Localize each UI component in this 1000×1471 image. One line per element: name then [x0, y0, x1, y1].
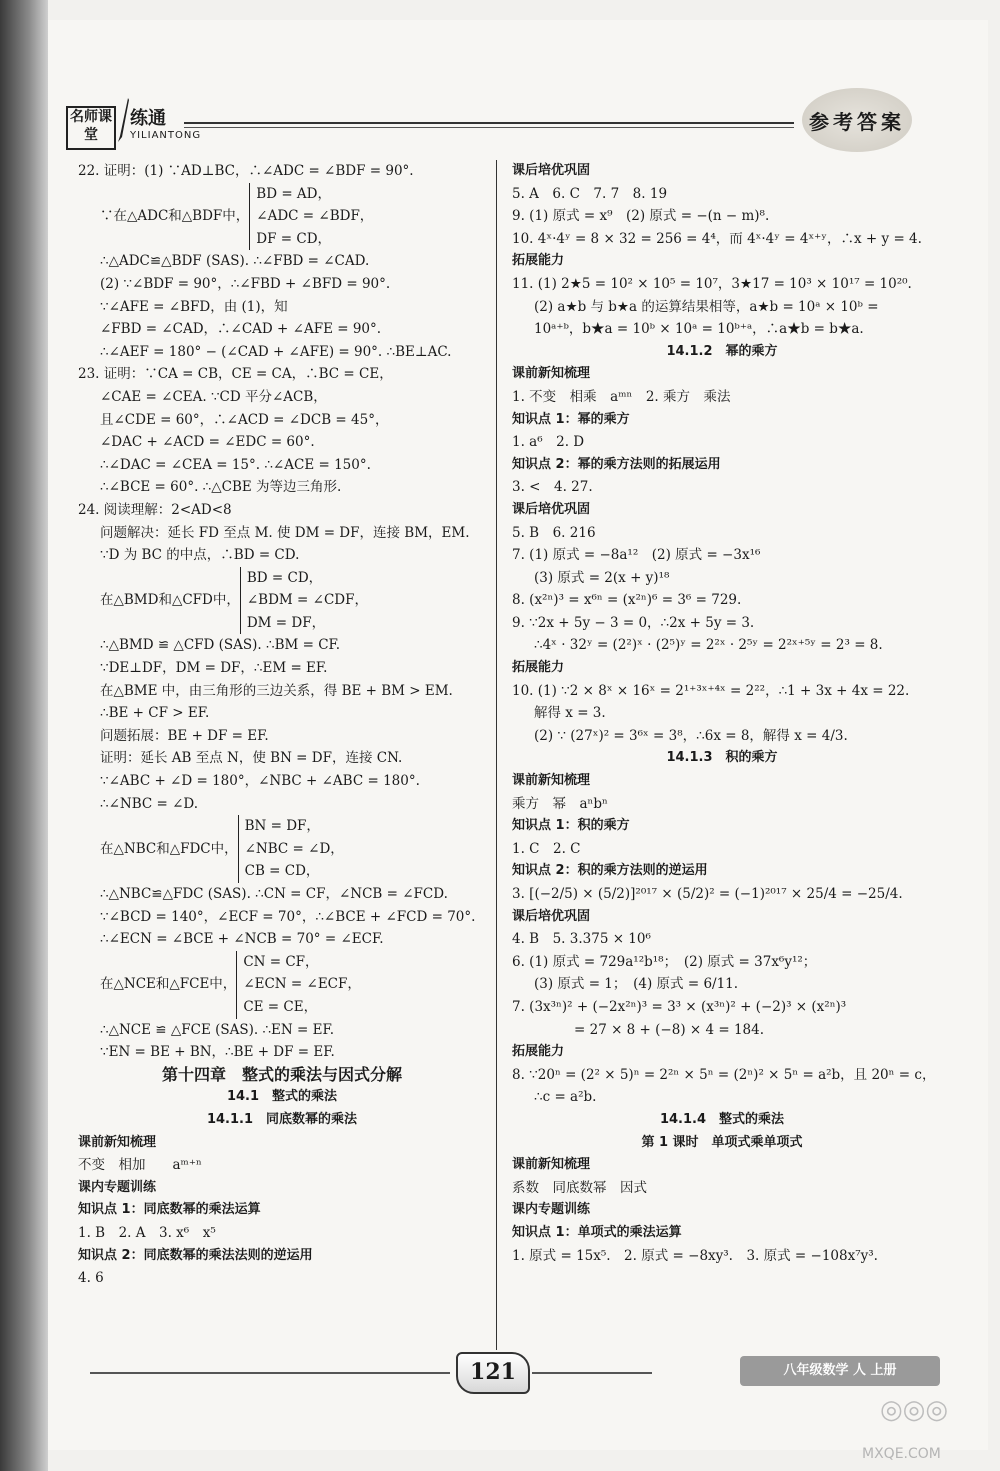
answer-line: 6. (1) 原式 = 729a¹²b¹⁸； (2) 原式 = 37x⁶y¹²；: [512, 953, 817, 970]
answer-line: 11. (1) 2★5 = 10² × 10⁵ = 10⁷，3★17 = 10³ × 10¹⁷ = 10²⁰.: [512, 275, 912, 292]
condition-line: DF = CD，: [256, 230, 332, 247]
condition-line: BD = AD，: [256, 185, 331, 202]
watermark-logo-icon: ◎◎◎: [880, 1395, 949, 1425]
answer-line: 10. (1) ∵2 × 8ˣ × 16ˣ = 2¹⁺³ˣ⁺⁴ˣ = 2²²，∴1 + 3x + 4x = 22.: [512, 682, 910, 699]
answer-line: ∴∠NBC = ∠D.: [100, 795, 199, 812]
chapter-title: 第十四章 整式的乘法与因式分解: [161, 1064, 402, 1084]
section-heading: 课内专题训练: [512, 1202, 591, 1218]
section-heading: 知识点 2：积的乘方法则的逆运用: [512, 863, 708, 879]
condition-line: CN = CF，: [243, 953, 319, 970]
answer-line: ∵∠AFE = ∠BFD，由 (1)，知: [100, 298, 288, 315]
condition-intro: 在△NBC和△FDC中，: [100, 840, 238, 857]
answer-line: (2) ∵ (27ˣ)² = 3⁶ˣ = 3⁸，∴6x = 8，解得 x = 4/3.: [534, 727, 848, 744]
section-heading: 知识点 1：单项式的乘法运算: [512, 1224, 682, 1240]
answer-line: ∴∠AEF = 180° − (∠CAD + ∠AFE) = 90°. ∴BE⊥AC.: [100, 343, 452, 360]
answer-line: 8. (x²ⁿ)³ = x⁶ⁿ = (x²ⁿ)⁶ = 3⁶ = 729.: [512, 592, 742, 609]
section-heading: 拓展能力: [512, 253, 565, 269]
condition-line: CB = CD，: [244, 863, 320, 880]
condition-line: ∠NBC = ∠D，: [244, 840, 344, 857]
section-heading: 课前新知梳理: [512, 773, 591, 789]
answer-line: 1. 原式 = 15x⁵. 2. 原式 = −8xy³. 3. 原式 = −108x⁷y³.: [512, 1247, 878, 1264]
answer-line: 23. 证明：∵CA = CB，CE = CA，∴BC = CE，: [78, 366, 393, 383]
answer-line: ∴c = a²b.: [534, 1089, 597, 1106]
answer-line: 1. C 2. C: [512, 840, 581, 857]
answer-line: 10. 4ˣ·4ʸ = 8 × 32 = 256 = 4⁴，而 4ˣ·4ʸ = 4ˣ⁺ʸ，∴x + y = 4.: [512, 230, 922, 247]
answer-line: (3) 原式 = 2(x + y)¹⁸: [534, 569, 670, 586]
left-column: [78, 160, 486, 1290]
condition-line: BD = CD，: [246, 569, 323, 586]
answer-line: 7. (3x³ⁿ)² + (−2x²ⁿ)³ = 3³ × (x³ⁿ)² + (−2)³ × (x²ⁿ)³: [512, 998, 847, 1015]
section-heading: 知识点 1：同底数幂的乘法运算: [78, 1202, 261, 1218]
condition-intro: 在△BMD和△CFD中，: [100, 592, 240, 609]
section-heading: 课前新知梳理: [512, 366, 591, 382]
brace-conditions: [236, 951, 361, 1019]
pen-icon: [116, 96, 130, 144]
answer-line: ∵∠ABC + ∠D = 180°，∠NBC + ∠ABC = 180°.: [100, 773, 420, 790]
answer-line: ∴∠ECN = ∠BCE + ∠NCB = 70° = ∠ECF.: [100, 931, 384, 948]
brace-condition-block: [78, 183, 486, 251]
answer-line: 9. (1) 原式 = x⁹ (2) 原式 = −(n − m)⁸.: [512, 208, 770, 225]
section-heading: 知识点 2：同底数幂的乘法法则的逆运用: [78, 1247, 313, 1263]
section-heading: 知识点 2：幂的乘方法则的拓展运用: [512, 456, 721, 472]
answer-line: 乘方 幂 aⁿbⁿ: [512, 795, 608, 812]
watermark-url: MXQE.COM: [862, 1446, 941, 1462]
answer-line: ∴△BMD ≌ △CFD (SAS). ∴BM = CF.: [100, 637, 341, 654]
answer-line: 1. a⁶ 2. D: [512, 434, 585, 451]
answer-line: ∵EN = BE + BN，∴BE + DF = EF.: [100, 1044, 335, 1061]
condition-intro: ∵在△ADC和△BDF中，: [100, 208, 250, 225]
answer-line: 不变 相加 aᵐ⁺ⁿ: [78, 1157, 202, 1174]
condition-line: ∠ADC = ∠BDF，: [256, 208, 374, 225]
book-label: 八年级数学 人 上册: [740, 1356, 940, 1386]
answer-line: 7. (1) 原式 = −8a¹² (2) 原式 = −3x¹⁶: [512, 547, 761, 564]
answer-line: 4. B 5. 3.375 × 10⁶: [512, 931, 651, 948]
brace-condition-block: [78, 951, 486, 1019]
section-heading: 知识点 1：幂的乘方: [512, 411, 630, 427]
answer-line: ∴△NBC≌△FDC (SAS). ∴CN = CF，∠NCB = ∠FCD.: [100, 886, 448, 902]
answer-line: ∠DAC + ∠ACD = ∠EDC = 60°.: [100, 434, 315, 451]
condition-line: CE = CE，: [243, 998, 318, 1015]
answer-line: 3. < 4. 27.: [512, 479, 593, 496]
answer-line: ∵D 为 BC 的中点，∴BD = CD.: [100, 547, 300, 564]
header-rule: [184, 122, 794, 124]
answer-line: ∴△NCE ≌ △FCE (SAS). ∴EN = EF.: [100, 1021, 335, 1038]
answer-line: 1. B 2. A 3. x⁶ x⁵: [78, 1224, 216, 1241]
answer-line: 5. B 6. 216: [512, 524, 596, 541]
section-heading: 课前新知梳理: [512, 1157, 591, 1173]
section-heading: 课前新知梳理: [78, 1134, 157, 1150]
answer-line: (2) a★b 与 b★a 的运算结果相等，a★b = 10ᵃ × 10ᵇ =: [534, 298, 879, 315]
condition-intro: 在△NCE和△FCE中，: [100, 976, 237, 993]
publisher-logo: 名师课堂: [66, 106, 116, 150]
series-pinyin: YILIANTONG: [130, 130, 202, 141]
answer-line: 5. A 6. C 7. 7 8. 19: [512, 185, 668, 202]
answer-line: (2) ∵∠BDF = 90°，∴∠FBD + ∠BFD = 90°.: [100, 275, 391, 292]
answer-line: 3. [(−2/5) × (5/2)]²⁰¹⁷ × (5/2)² = (−1)²⁰¹⁷ × 25/4 = −25/4.: [512, 886, 903, 902]
condition-line: ∠BDM = ∠CDF，: [246, 592, 368, 609]
answer-line: ∴∠DAC = ∠CEA = 15°. ∴∠ACE = 150°.: [100, 456, 371, 473]
answer-line: ∠FBD = ∠CAD，∴∠CAD + ∠AFE = 90°.: [100, 321, 382, 338]
answer-line: 在△BME 中，由三角形的三边关系，得 BE + BM > EM.: [100, 682, 453, 699]
column-divider: [496, 160, 497, 1350]
condition-line: ∠ECN = ∠ECF，: [243, 976, 361, 993]
brace-condition-block: [78, 815, 486, 883]
page-number: 121: [456, 1352, 530, 1394]
section-heading: 课后培优巩固: [512, 163, 591, 178]
section-heading: 14.1.1 同底数幂的乘法: [206, 1111, 358, 1127]
section-heading: 14.1.3 积的乘方: [666, 750, 778, 766]
answer-line: 解得 x = 3.: [534, 705, 606, 722]
answer-line: ∴∠BCE = 60°. ∴△CBE 为等边三角形.: [100, 479, 342, 496]
page-header: [60, 96, 920, 156]
answer-line: (3) 原式 = 1； (4) 原式 = 6/11.: [534, 976, 739, 993]
footer-rule-right: [532, 1372, 652, 1374]
answer-line: ∠CAE = ∠CEA. ∵CD 平分∠ACB，: [100, 388, 327, 405]
brace-conditions: [238, 815, 344, 883]
answer-line: 系数 同底数幂 因式: [512, 1179, 647, 1196]
section-heading: 课后培优巩固: [512, 501, 591, 517]
answer-line: 证明：延长 AB 至点 N，使 BN = DF，连接 CN.: [100, 750, 403, 767]
section-heading: 14.1 整式的乘法: [226, 1089, 338, 1105]
answer-line: 9. ∵2x + 5y − 3 = 0，∴2x + 5y = 3.: [512, 614, 755, 631]
answer-line: ∵DE⊥DF，DM = DF，∴EM = EF.: [100, 660, 328, 677]
series-name: 练通: [130, 108, 166, 129]
section-heading: 第 1 课时 单项式乘单项式: [641, 1134, 803, 1150]
section-heading: 拓展能力: [512, 1044, 565, 1060]
answer-line: 且∠CDE = 60°，∴∠ACD = ∠DCB = 45°，: [100, 411, 389, 428]
answer-line: ∴4ˣ · 32ʸ = (2²)ˣ · (2⁵)ʸ = 2²ˣ · 2⁵ʸ = 2²ˣ⁺⁵ʸ = 2³ = 8.: [534, 637, 883, 654]
section-heading: 知识点 1：积的乘方: [512, 818, 630, 834]
section-heading: 拓展能力: [512, 660, 565, 676]
brace-conditions: [249, 183, 373, 251]
brace-condition-block: [78, 567, 486, 635]
answer-line: 10ᵃ⁺ᵇ，b★a = 10ᵇ × 10ᵃ = 10ᵇ⁺ᵃ，∴a★b = b★a.: [534, 321, 864, 338]
answer-line: 1. 不变 相乘 aᵐⁿ 2. 乘方 乘法: [512, 388, 731, 405]
answer-line: 24. 阅读理解：2<AD<8: [78, 501, 232, 518]
answer-line: ∵∠BCD = 140°，∠ECF = 70°，∴∠BCE + ∠FCD = 70°.: [100, 908, 476, 925]
answer-line: = 27 × 8 + (−8) × 4 = 184.: [574, 1021, 765, 1038]
answer-line: ∴BE + CF > EF.: [100, 705, 210, 722]
right-column: [512, 160, 936, 1267]
brace-conditions: [240, 567, 368, 635]
answer-line: 问题解决：延长 FD 至点 M. 使 DM = DF，连接 BM，EM.: [100, 524, 470, 541]
answer-line: 4. 6: [78, 1270, 104, 1287]
condition-line: BN = DF，: [244, 818, 320, 835]
answer-line: 问题拓展：BE + DF = EF.: [100, 727, 269, 744]
answer-line: 8. ∵20ⁿ = (2² × 5)ⁿ = 2²ⁿ × 5ⁿ = (2ⁿ)² × 5ⁿ = a²b，且 20ⁿ = c，: [512, 1066, 936, 1083]
section-heading: 课后培优巩固: [512, 908, 591, 924]
section-heading: 14.1.2 幂的乘方: [666, 343, 778, 359]
condition-line: DM = DF，: [246, 614, 326, 631]
section-heading: 课内专题训练: [78, 1179, 157, 1195]
answer-key-stamp: 参考答案: [802, 88, 912, 152]
answer-line: 22. 证明：(1) ∵AD⊥BC，∴∠ADC = ∠BDF = 90°.: [78, 163, 414, 179]
section-heading: 14.1.4 整式的乘法: [659, 1111, 785, 1127]
answer-line: ∴△ADC≌△BDF (SAS). ∴∠FBD = ∠CAD.: [100, 253, 370, 270]
footer-rule-left: [90, 1372, 450, 1374]
header-rule-thin: [184, 127, 794, 128]
book-spine: [0, 0, 48, 1471]
